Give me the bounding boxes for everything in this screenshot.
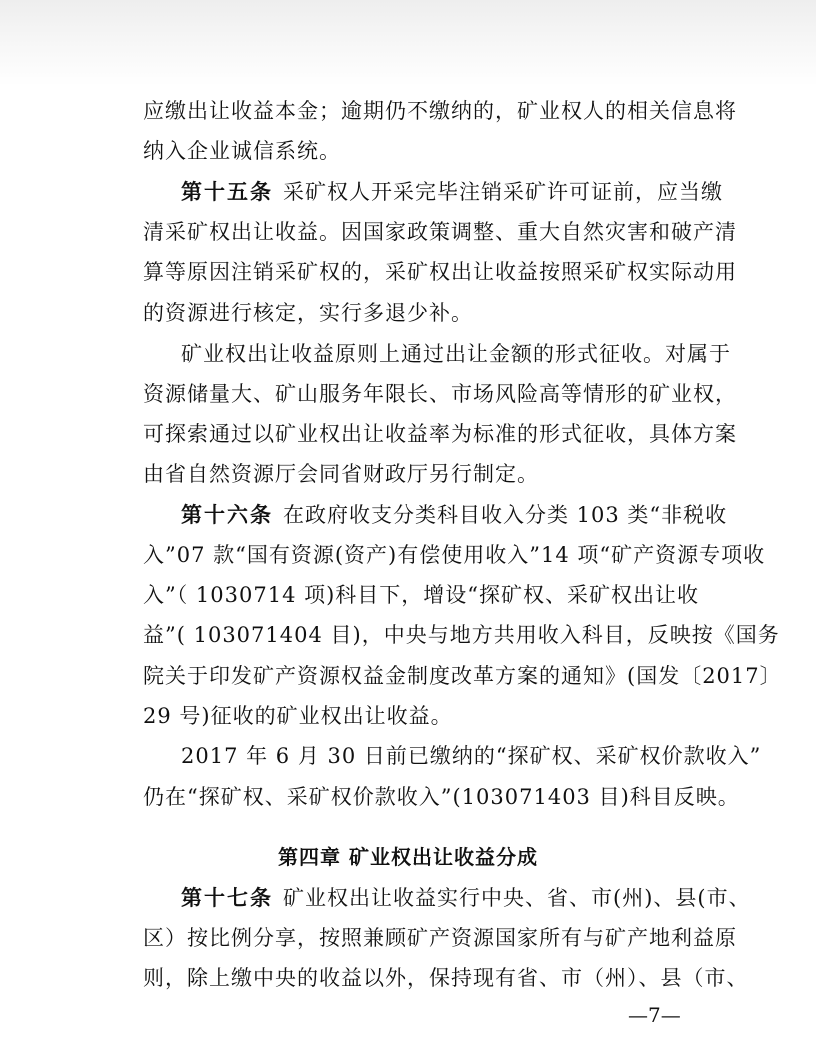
paragraph-line: 纳入企业诚信系统。 xyxy=(143,139,341,163)
article-17-heading: 第十七条 xyxy=(181,886,273,910)
paragraph-line: 入”（ 1030714 项)科目下，增设“探矿权、采矿权出让收 xyxy=(143,583,700,607)
paragraph-line: 的资源进行核定，实行多退少补。 xyxy=(143,301,473,325)
scan-shading xyxy=(0,0,816,86)
article-17-text: 矿业权出让收益实行中央、省、市(州)、县(市、 xyxy=(283,886,751,910)
paragraph-line: 则，除上缴中央的收益以外，保持现有省、市（州）、县（市、 xyxy=(143,966,749,990)
paragraph-line: 益”( 103071404 目)，中央与地方共用收入科目，反映按《国务 xyxy=(143,623,780,647)
article-16-line xyxy=(181,502,728,528)
paragraph-line: 仍在“探矿权、采矿权价款收入”(103071403 目)科目反映。 xyxy=(143,785,740,809)
paragraph-line: 29 号)征收的矿业权出让收益。 xyxy=(143,704,453,728)
article-15-line xyxy=(181,179,723,205)
page-number: —7— xyxy=(628,1003,681,1027)
chapter-title: 第四章 矿业权出让收益分成 xyxy=(278,845,538,869)
paragraph-line: 院关于印发矿产资源权益金制度改革方案的通知》(国发〔2017〕 xyxy=(143,664,782,688)
article-16-text: 在政府收支分类科目收入分类 103 类“非税收 xyxy=(283,503,728,527)
paragraph-line: 矿业权出让收益原则上通过出让金额的形式征收。对属于 xyxy=(181,342,731,366)
paragraph-line: 2017 年 6 月 30 日前已缴纳的“探矿权、采矿权价款收入” xyxy=(181,744,762,768)
article-15-heading: 第十五条 xyxy=(181,180,273,204)
article-15-text: 采矿权人开采完毕注销采矿许可证前，应当缴 xyxy=(283,180,723,204)
paragraph-line: 资源储量大、矿山服务年限长、市场风险高等情形的矿业权， xyxy=(143,382,737,406)
paragraph-line: 可探索通过以矿业权出让收益率为标准的形式征收，具体方案 xyxy=(143,422,737,446)
paragraph-line: 算等原因注销采矿权的，采矿权出让收益按照采矿权实际动用 xyxy=(143,260,737,284)
paragraph-line: 清采矿权出让收益。因国家政策调整、重大自然灾害和破产清 xyxy=(143,220,737,244)
paragraph-line: 入”07 款“国有资源(资产)有偿使用收入”14 项“矿产资源专项收 xyxy=(143,543,766,567)
article-16-heading: 第十六条 xyxy=(181,503,273,527)
paragraph-line: 由省自然资源厅会同省财政厅另行制定。 xyxy=(143,462,539,486)
article-17-line xyxy=(181,885,751,911)
paragraph-line: 区）按比例分享，按照兼顾矿产资源国家所有与矿产地利益原 xyxy=(143,926,737,950)
paragraph-line: 应缴出让收益本金；逾期仍不缴纳的，矿业权人的相关信息将 xyxy=(143,99,737,123)
